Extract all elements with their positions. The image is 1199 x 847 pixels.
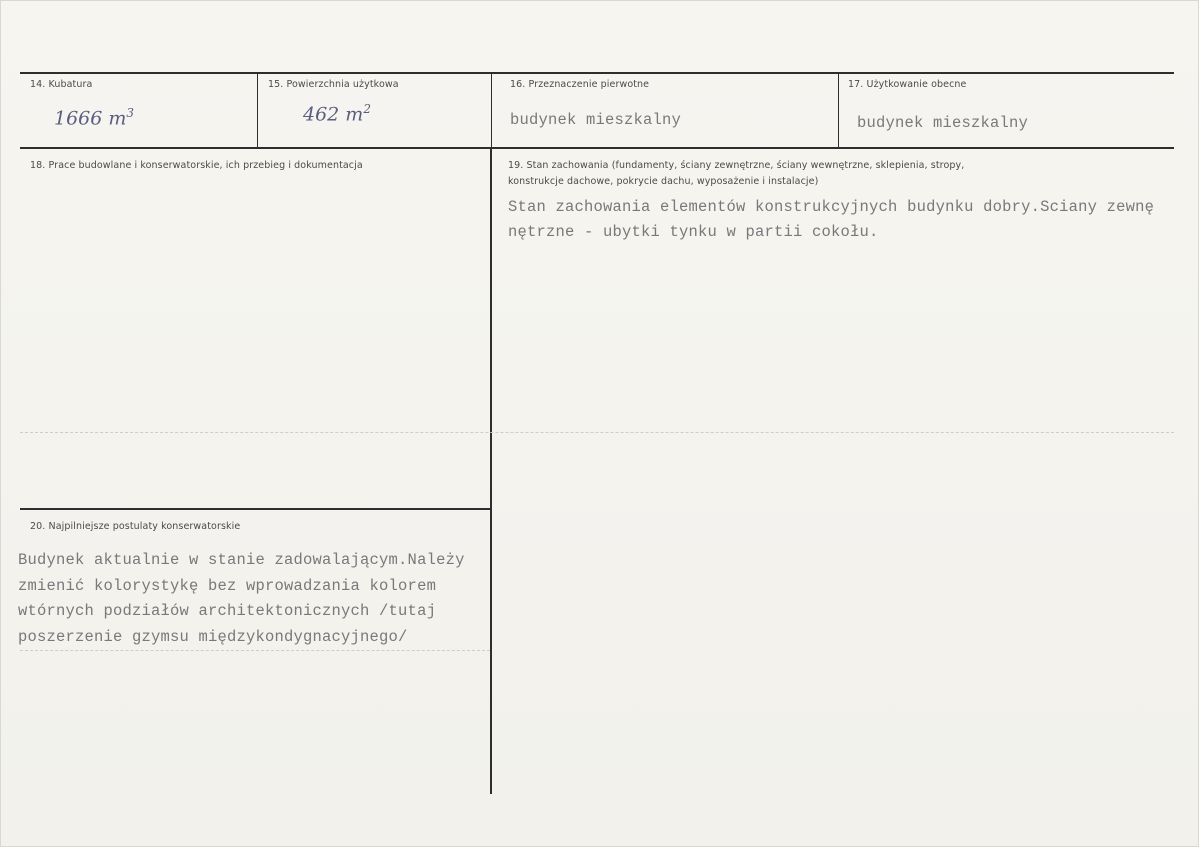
divider-main-vertical [490,148,492,794]
field-14-label: 14. Kubatura [30,79,93,90]
header-bottom-rule [20,147,1174,149]
top-rule [20,72,1174,74]
field-16-value: budynek mieszkalny [510,111,682,129]
field-17-value: budynek mieszkalny [857,114,1029,132]
field-18-label: 18. Prace budowlane i konserwatorskie, ich przebieg i dokumentacja [30,160,363,171]
field-19-label-line2: konstrukcje dachowe, pokrycie dachu, wyposażenie i instalacje) [508,176,819,187]
field-17-label: 17. Użytkowanie obecne [848,79,967,90]
field-15-unit-exponent: 2 [363,102,371,116]
field-19-text: Stan zachowania elementów konstrukcyjnych budynku dobry.Sciany zewnę nętrzne - ubytki tynku w partii cokołu. [508,198,1155,241]
faint-guide-line [20,432,1174,433]
rule-18-20 [20,508,491,510]
field-14-unit-exponent: 3 [126,106,135,120]
field-15-value [303,102,371,125]
divider-14-15 [257,72,258,148]
field-19-label-line1: 19. Stan zachowania (fundamenty, ściany zewnętrzne, ściany wewnętrzne, sklepienia, stropy, [508,160,965,171]
field-16-label: 16. Przeznaczenie pierwotne [510,79,650,90]
field-15-label: 15. Powierzchnia użytkowa [268,79,399,90]
field-14-value [54,106,134,129]
divider-15-16 [491,72,492,148]
field-20-label: 20. Najpilniejsze postulaty konserwatorskie [30,521,241,532]
field-15-value-text: 462 m [303,103,364,126]
field-20-text: Budynek aktualnie w stanie zadowalającym.Należy zmienić kolorystykę bez wprowadzania kolorem wtórnych podziałów architektonicznych /tutaj poszerzenie gzymsu międzykondygnacyjnego/ [18,551,465,646]
divider-16-17 [838,72,839,148]
field-14-value-text: 1666 m [54,107,127,130]
faint-guide-line [20,650,490,651]
